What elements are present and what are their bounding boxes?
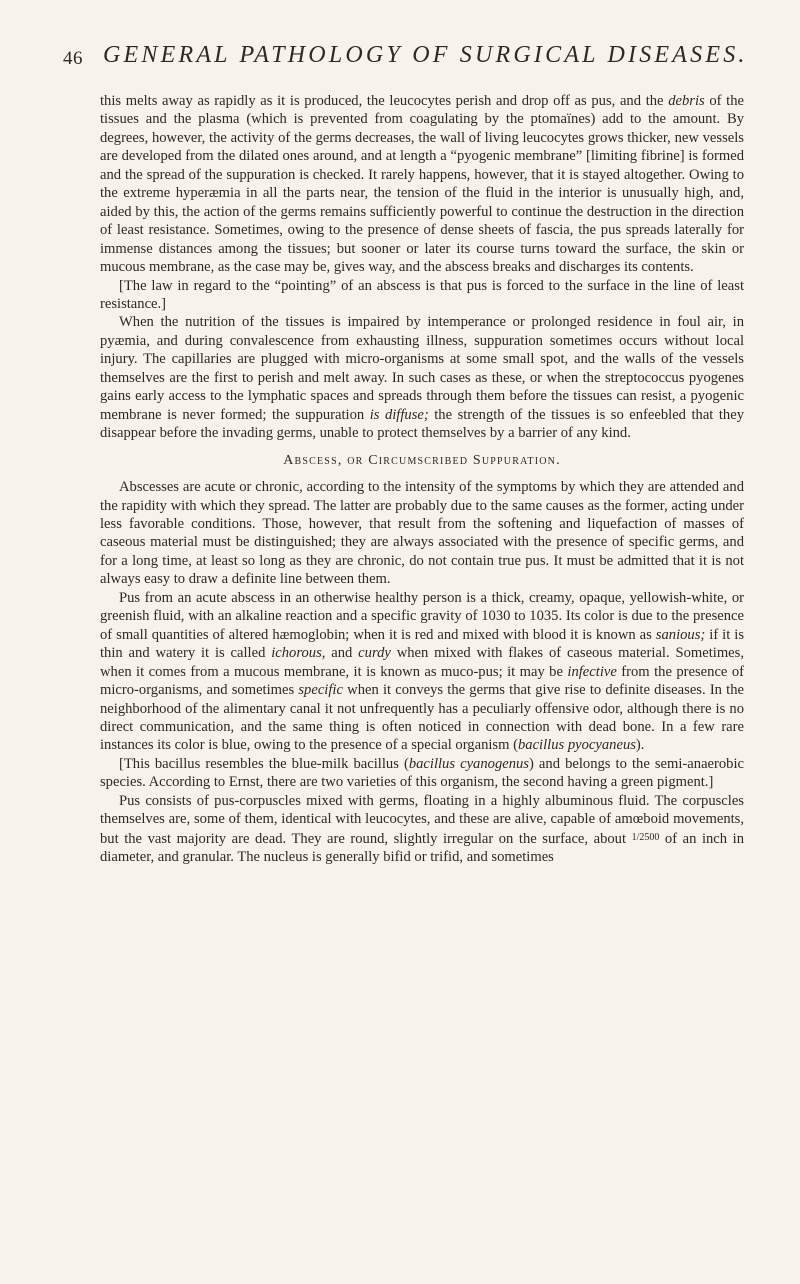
body-text — [100, 92, 744, 867]
paragraph: [The law in regard to the “pointing” of an abscess is that pus is forced to the surface in the line of least resistance.] — [100, 277, 744, 312]
paragraph: Pus consists of pus-corpuscles mixed with germs, floating in a highly albuminous fluid. The corpuscles themselves are, some of them, identical with leucocytes, and these are alive, capable of amœboid movements, but the vast majority are dead. They are round, slightly irregular on the surface, about $^{1/2500}$ of an inch in diameter, and granular. The nucleus is generally bifid or trifid, and sometimes — [100, 792, 744, 866]
fraction: 1/2500 — [631, 831, 660, 843]
paragraph: [This bacillus resembles the blue-milk bacillus (bacillus cyanogenus) and belongs to the semi-anaerobic species. According to Ernst, there are two varieties of this organism, the second having a green pigment.] — [100, 755, 745, 791]
page-header — [63, 42, 748, 76]
paragraph: Pus from an acute abscess in an otherwise healthy person is a thick, creamy, opaque, yellowish-white, or greenish fluid, with an alkaline reaction and a specific gravity of 1030 to 1035. Its color is due to the presence of small quantities of altered hæmoglobin; when it is red and mixed with blood it is known as sanious; if it is thin and watery it is called ichorous, and curdy when mixed with flakes of caseous material. Sometimes, when it comes from a mucous membrane, it is known as muco-pus; it may be infective from the presence of micro-organisms, and sometimes specific when it conveys the germs that give rise to definite diseases. In the neighborhood of the alimentary canal it not unfrequently has a peculiarly offensive odor, although there is no direct communication, and the same thing is often noticed in connection with dead bone. In a few rare instances its color is blue, owing to the presence of a special organism (bacillus pyocyaneus). — [100, 589, 745, 754]
paragraph: this melts away as rapidly as it is produced, the leucocytes perish and drop off as pus, and the debris of the tissues and the plasma (which is prevented from coagulating by the ptomaïnes) add to the amount. By degrees, however, the activity of the germs decreases, the wall of living leucocytes grows thicker, new vessels are developed from the dilated ones around, and at length a “pyogenic membrane” [limiting fibrine] is formed and the spread of the suppuration is checked. It rarely happens, however, that it is stayed altogether. Owing to the extreme hyperæmia in all the parts near, the tension of the fluid in the interior is unusually high, and, aided by this, the action of the germs remains sufficiently powerful to continue the destruction in the direction of least resistance. Sometimes, owing to the presence of dense sheets of fascia, the pus spreads laterally for immense distances among the tissues; but sooner or later its course turns toward the surface, the skin or mucous membrane, as the case may be, gives way, and the abscess breaks and discharges its contents. — [100, 93, 744, 276]
page-number: 46 — [63, 48, 83, 69]
running-head: GENERAL PATHOLOGY OF SURGICAL DISEASES. — [103, 42, 748, 68]
section-heading: Abscess, or Circumscribed Suppuration. — [283, 452, 561, 468]
paragraph: Abscesses are acute or chronic, according to the intensity of the symptoms by which they are attended and the rapidity with which they spread. The latter are probably due to the same causes as the former, acting under less favorable conditions. Those, however, that result from the softening and liquefaction of masses of caseous material must be distinguished; they are always associated with the presence of specific germs, and for a long time, at least so long as they are chronic, do not contain true pus. It must be admitted that it is not always easy to draw a definite line between them. — [100, 479, 744, 588]
paragraph: When the nutrition of the tissues is impaired by intemperance or prolonged residence in foul air, in pyæmia, and during convalescence from exhausting illness, suppuration sometimes occurs without local injury. The capillaries are plugged with micro-organisms at some small spot, and the walls of the vessels themselves are the first to perish and melt away. In such cases as these, or when the streptococcus pyogenes gains early access to the lymphatic spaces and spreads through them before the tissues can resist, a pyogenic membrane is never formed; the suppuration is diffuse; the strength of the tissues is so enfeebled that they disappear before the invading germs, unable to protect themselves by a barrier of any kind. — [100, 314, 744, 442]
